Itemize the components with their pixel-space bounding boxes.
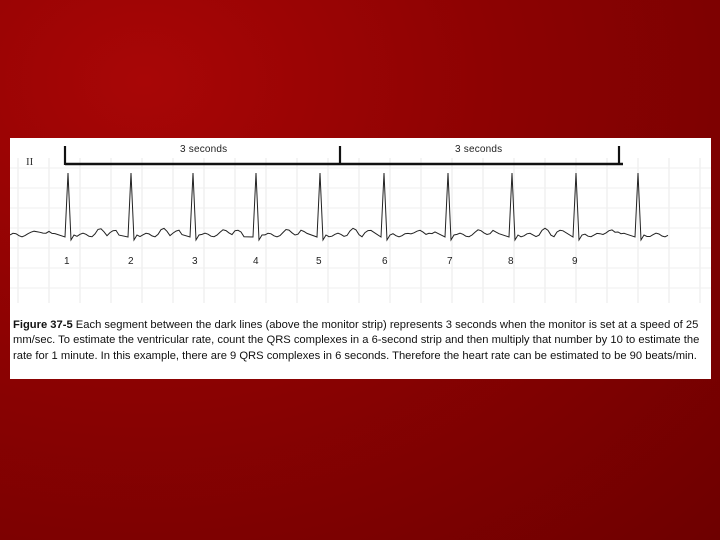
caption-figure-label: Figure 37-5 [13, 319, 73, 331]
ecg-strip [10, 138, 711, 313]
beat-number-7: 7 [447, 256, 453, 267]
beat-number-5: 5 [316, 256, 322, 267]
ecg-strip-graphic [10, 138, 711, 313]
ecg-figure [10, 138, 711, 379]
beat-number-6: 6 [382, 256, 388, 267]
lead-label: II [26, 156, 34, 168]
ecg-trace [10, 173, 668, 240]
beat-number-9: 9 [572, 256, 578, 267]
beat-number-3: 3 [192, 256, 198, 267]
beat-number-8: 8 [508, 256, 514, 267]
time-span-label-2: 3 seconds [455, 144, 503, 155]
caption-text: Each segment between the dark lines (above the monitor strip) represents 3 seconds when the monitor is set at a speed of 25 mm/sec. To estimate the ventricular rate, count the QRS complexes in a 6-second strip and then multiply that number by 10 to estimate the rate for 1 minute. In this example, there are 9 QRS complexes in 6 seconds. Therefore the heart rate can be estimated to be 90 beats/min. [13, 319, 700, 362]
beat-number-1: 1 [64, 256, 70, 267]
beat-number-4: 4 [253, 256, 259, 267]
beat-number-2: 2 [128, 256, 134, 267]
figure-caption [13, 318, 711, 364]
time-span-label-1: 3 seconds [180, 144, 228, 155]
